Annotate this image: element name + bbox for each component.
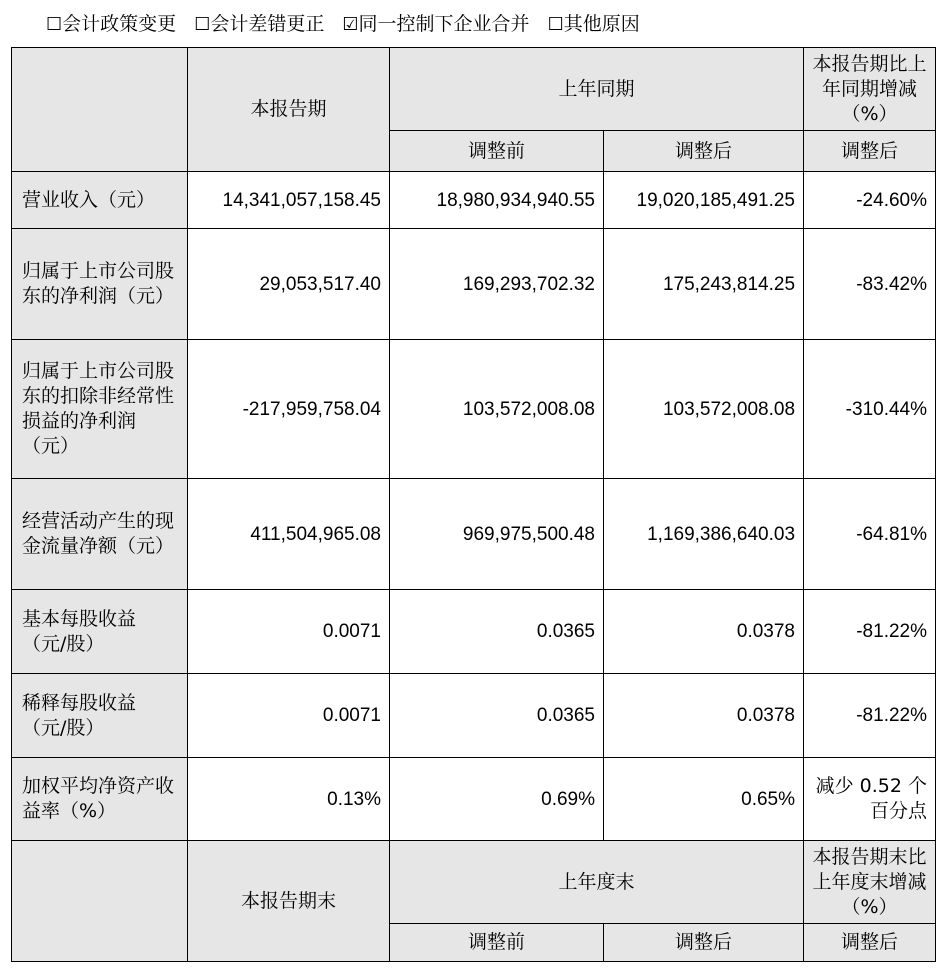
checkbox-icon: ☐ xyxy=(547,14,564,35)
table-row xyxy=(12,340,936,479)
cell-current: 14,341,057,158.45 xyxy=(188,172,390,229)
header-change: 本报告期比上年同期增减（%） xyxy=(804,48,936,131)
cell-after-adjustment: 0.0378 xyxy=(604,590,804,674)
header-row-3 xyxy=(12,841,936,924)
cell-after-adjustment: 19,020,185,491.25 xyxy=(604,172,804,229)
cell-before-adjustment: 0.0365 xyxy=(390,590,604,674)
cell-current: 411,504,965.08 xyxy=(188,479,390,590)
header-after-adjustment: 调整后 xyxy=(604,924,804,962)
cell-before-adjustment: 0.0365 xyxy=(390,674,604,758)
header-after-adjustment: 调整后 xyxy=(604,131,804,172)
cell-change: -83.42% xyxy=(804,229,936,340)
option-accounting-error-correction[interactable]: ☐会计差错更正 xyxy=(194,13,325,35)
table-row xyxy=(12,758,936,841)
checkbox-icon: ☐ xyxy=(194,14,211,35)
financial-indicators-table xyxy=(11,47,936,962)
cell-current: 29,053,517.40 xyxy=(188,229,390,340)
header-current-period-end: 本报告期末 xyxy=(188,841,390,962)
table-row xyxy=(12,590,936,674)
header-before-adjustment: 调整前 xyxy=(390,131,604,172)
cell-change: -81.22% xyxy=(804,674,936,758)
table-row xyxy=(12,479,936,590)
header-change-after-adjustment: 调整后 xyxy=(804,924,936,962)
cell-after-adjustment: 0.65% xyxy=(604,758,804,841)
row-label: 稀释每股收益（元/股） xyxy=(12,674,188,758)
row-label: 经营活动产生的现金流量净额（元） xyxy=(12,479,188,590)
header-blank-cell xyxy=(12,841,188,962)
header-blank-cell xyxy=(12,48,188,172)
cell-current: 0.0071 xyxy=(188,674,390,758)
header-change-period-end: 本报告期末比上年度末增减（%） xyxy=(804,841,936,924)
cell-after-adjustment: 103,572,008.08 xyxy=(604,340,804,479)
row-label: 基本每股收益（元/股） xyxy=(12,590,188,674)
header-before-adjustment: 调整前 xyxy=(390,924,604,962)
table-row xyxy=(12,229,936,340)
cell-before-adjustment: 18,980,934,940.55 xyxy=(390,172,604,229)
cell-change: -24.60% xyxy=(804,172,936,229)
checkbox-icon: ☐ xyxy=(46,14,63,35)
option-other-reasons[interactable]: ☐其他原因 xyxy=(547,13,640,35)
row-label: 加权平均净资产收益率（%） xyxy=(12,758,188,841)
cell-current: 0.0071 xyxy=(188,590,390,674)
header-current-period: 本报告期 xyxy=(188,48,390,172)
checkbox-checked-icon: ☑ xyxy=(342,14,359,35)
row-label: 归属于上市公司股东的净利润（元） xyxy=(12,229,188,340)
cell-current: -217,959,758.04 xyxy=(188,340,390,479)
cell-before-adjustment: 103,572,008.08 xyxy=(390,340,604,479)
header-change-after-adjustment: 调整后 xyxy=(804,131,936,172)
cell-after-adjustment: 175,243,814.25 xyxy=(604,229,804,340)
cell-change: 减少 0.52 个百分点 xyxy=(804,758,936,841)
header-prior-year-end: 上年度末 xyxy=(390,841,804,924)
cell-change: -81.22% xyxy=(804,590,936,674)
row-label: 营业收入（元） xyxy=(12,172,188,229)
table-row xyxy=(12,674,936,758)
adjustment-reason-options xyxy=(46,10,652,38)
option-common-control-merger[interactable]: ☑同一控制下企业合并 xyxy=(342,13,530,35)
cell-before-adjustment: 169,293,702.32 xyxy=(390,229,604,340)
cell-before-adjustment: 969,975,500.48 xyxy=(390,479,604,590)
header-row-1 xyxy=(12,48,936,131)
cell-change: -310.44% xyxy=(804,340,936,479)
cell-current: 0.13% xyxy=(188,758,390,841)
header-prior-year: 上年同期 xyxy=(390,48,804,131)
option-accounting-policy-change[interactable]: ☐会计政策变更 xyxy=(46,13,177,35)
cell-change: -64.81% xyxy=(804,479,936,590)
cell-after-adjustment: 1,169,386,640.03 xyxy=(604,479,804,590)
row-label: 归属于上市公司股东的扣除非经常性损益的净利润（元） xyxy=(12,340,188,479)
cell-before-adjustment: 0.69% xyxy=(390,758,604,841)
table-row xyxy=(12,172,936,229)
cell-after-adjustment: 0.0378 xyxy=(604,674,804,758)
